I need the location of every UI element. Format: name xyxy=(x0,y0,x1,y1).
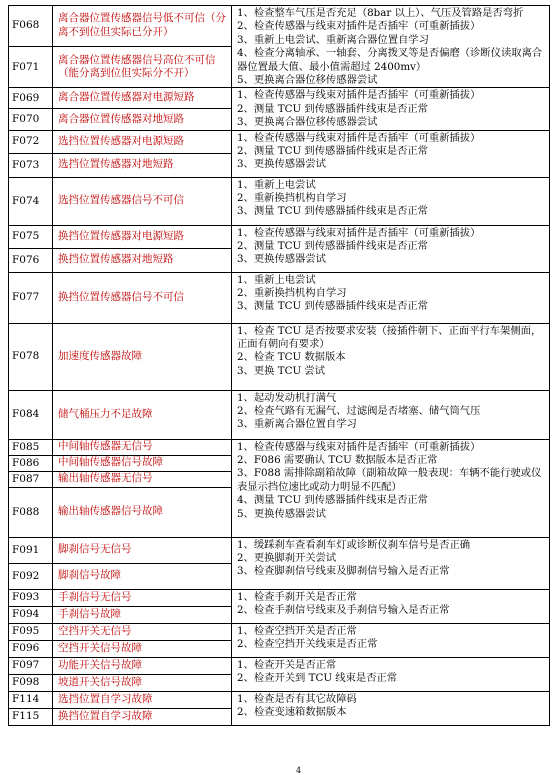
troubleshooting-steps xyxy=(232,177,550,225)
troubleshooting-steps xyxy=(232,657,550,691)
step-item: 4、测量 TCU 到传感器插件线束是否正常 xyxy=(237,494,428,507)
fault-name: 空挡开关无信号 xyxy=(53,623,232,640)
fault-code: F069 xyxy=(9,88,53,109)
troubleshooting-steps xyxy=(232,589,550,623)
fault-row xyxy=(9,390,550,439)
troubleshooting-steps xyxy=(232,390,550,439)
fault-code: F087 xyxy=(9,471,53,487)
troubleshooting-steps xyxy=(232,225,550,272)
fault-code: F070 xyxy=(9,108,53,130)
fault-name: 手刹信号故障 xyxy=(53,606,232,623)
fault-name: 选挡位置传感器信号不可信 xyxy=(53,177,232,225)
step-item: 1、起动发动机打满气 xyxy=(237,391,337,404)
step-item: 3、更换离合器位移传感器尝试 xyxy=(237,116,378,129)
step-item: 1、检查 TCU 是否按要求安装（接插件朝下、正面平行车架侧面，正面有朝向有要求） xyxy=(237,324,542,351)
fault-name: 功能开关信号故障 xyxy=(53,657,232,674)
step-item: 1、检查传感器与线束对插件是否插牢（可重新插拔） xyxy=(237,131,481,144)
step-item: 3、重新上电尝试、重新离合器位置自学习 xyxy=(237,33,429,46)
step-item: 2、检查变速箱数据版本 xyxy=(237,706,347,719)
step-item: 2、重新换挡机构自学习 xyxy=(237,192,347,205)
step-item: 2、检查空挡开关线束是否正常 xyxy=(237,638,378,651)
step-item: 3、测量 TCU 到传感器插件线束是否正常 xyxy=(237,300,428,313)
step-item: 2、检查手刹信号线束及手刹信号输入是否正常 xyxy=(237,604,450,617)
fault-name: 换挡位置传感器对电源短路 xyxy=(53,225,232,248)
fault-code: F076 xyxy=(9,248,53,272)
step-item: 2、F086 需要确认 TCU 数据版本是否正常 xyxy=(237,454,438,467)
fault-row xyxy=(9,88,550,109)
step-item: 2、检查气路有无漏气、过滤阀是否堵塞、储气筒气压 xyxy=(237,405,481,418)
fault-row xyxy=(9,323,550,390)
fault-code: F071 xyxy=(9,46,53,88)
fault-code: F077 xyxy=(9,272,53,323)
fault-row xyxy=(9,623,550,640)
fault-row xyxy=(9,537,550,563)
fault-name: 选挡位置传感器对地短路 xyxy=(53,153,232,177)
fault-name: 储气桶压力不足故障 xyxy=(53,390,232,439)
fault-code: F092 xyxy=(9,563,53,589)
step-item: 5、更换传感器尝试 xyxy=(237,507,326,520)
fault-row xyxy=(9,177,550,225)
fault-code: F084 xyxy=(9,390,53,439)
step-item: 1、检查开关是否正常 xyxy=(237,658,337,671)
step-item: 2、检查开关到 TCU 线束是否正常 xyxy=(237,672,398,685)
troubleshooting-steps xyxy=(232,623,550,657)
fault-code: F093 xyxy=(9,589,53,606)
fault-name: 换挡位置自学习故障 xyxy=(53,708,232,725)
fault-name: 空挡开关信号故障 xyxy=(53,640,232,657)
fault-name: 中间轴传感器信号故障 xyxy=(53,455,232,471)
fault-code: F097 xyxy=(9,657,53,674)
step-item: 1、缓踩刹车查看刹车灯或诊断仪刹车信号是否正确 xyxy=(237,538,471,551)
fault-row xyxy=(9,657,550,674)
step-item: 2、测量 TCU 到传感器插件线束是否正常 xyxy=(237,240,428,253)
step-item: 2、检查 TCU 数据版本 xyxy=(237,351,346,364)
troubleshooting-steps xyxy=(232,691,550,725)
troubleshooting-steps xyxy=(232,537,550,589)
fault-name: 换挡位置传感器对地短路 xyxy=(53,248,232,272)
fault-code: F094 xyxy=(9,606,53,623)
fault-code: F085 xyxy=(9,439,53,455)
step-item: 1、检查空挡开关是否正常 xyxy=(237,624,357,637)
fault-name: 离合器位置传感器信号低不可信（分离不到位但实际已分开） xyxy=(53,6,232,47)
fault-row xyxy=(9,272,550,323)
fault-code: F086 xyxy=(9,455,53,471)
step-item: 2、更换脚刹开关尝试 xyxy=(237,552,337,565)
fault-name: 离合器位置传感器信号高位不可信 （能分离到位但实际分不开） xyxy=(53,46,232,88)
step-item: 3、更换 TCU 尝试 xyxy=(237,364,326,377)
troubleshooting-steps xyxy=(232,130,550,177)
fault-code: F096 xyxy=(9,640,53,657)
fault-row xyxy=(9,691,550,708)
step-item: 2、测量 TCU 到传感器插件线束是否正常 xyxy=(237,145,428,158)
fault-name: 坡道开关信号故障 xyxy=(53,674,232,691)
step-item: 3、F088 需排除副箱故障（副箱故障一般表现：车辆不能行驶或仪表显示挡位速比或动力明显不匹配） xyxy=(237,467,542,493)
fault-code: F068 xyxy=(9,6,53,47)
fault-name: 脚刹信号无信号 xyxy=(53,537,232,563)
fault-name: 加速度传感器故障 xyxy=(53,323,232,390)
step-item: 1、重新上电尝试 xyxy=(237,178,316,191)
fault-name: 手刹信号无信号 xyxy=(53,589,232,606)
fault-name: 离合器位置传感器对电源短路 xyxy=(53,88,232,109)
step-item: 3、检查脚刹信号线束及脚刹信号输入是否正常 xyxy=(237,565,450,578)
step-item: 1、检查传感器与线束对插件是否插牢（可重新插拔） xyxy=(237,226,481,239)
step-item: 3、重新离合器位置自学习 xyxy=(237,418,357,431)
step-item: 3、测量 TCU 到传感器插件线束是否正常 xyxy=(237,205,428,218)
fault-code: F115 xyxy=(9,708,53,725)
step-item: 4、检查分离轴承、一轴套、分离拨叉等是否偏磨（诊断仪读取离合器位置最大值、最小值需超过 2400mv） xyxy=(237,47,543,73)
fault-code: F095 xyxy=(9,623,53,640)
fault-row xyxy=(9,225,550,248)
step-item: 1、重新上电尝试 xyxy=(237,273,316,286)
fault-row xyxy=(9,6,550,47)
step-item: 2、重新换挡机构自学习 xyxy=(237,287,347,300)
page-number: 4 xyxy=(296,766,302,775)
fault-code: F088 xyxy=(9,487,53,537)
fault-name: 选挡位置自学习故障 xyxy=(53,691,232,708)
fault-code: F114 xyxy=(9,691,53,708)
step-item: 1、检查手刹开关是否正常 xyxy=(237,590,357,603)
step-item: 1、检查传感器与线束对插件是否插牢（可重新插拔） xyxy=(237,440,481,453)
fault-row xyxy=(9,130,550,153)
troubleshooting-steps xyxy=(232,272,550,323)
step-item: 1、检查传感器与线束对插件是否插牢（可重新插拔） xyxy=(237,89,481,102)
fault-name: 输出轴传感器无信号 xyxy=(53,471,232,487)
fault-name: 选挡位置传感器对电源短路 xyxy=(53,130,232,153)
fault-name: 离合器位置传感器对地短路 xyxy=(53,108,232,130)
troubleshooting-steps xyxy=(232,323,550,390)
step-item: 3、更换传感器尝试 xyxy=(237,158,326,171)
fault-code: F078 xyxy=(9,323,53,390)
fault-code: F073 xyxy=(9,153,53,177)
fault-name: 换挡位置传感器信号不可信 xyxy=(53,272,232,323)
step-item: 3、更换传感器尝试 xyxy=(237,253,326,266)
fault-code: F098 xyxy=(9,674,53,691)
troubleshooting-steps xyxy=(232,6,550,88)
fault-code: F075 xyxy=(9,225,53,248)
troubleshooting-steps xyxy=(232,88,550,130)
fault-row xyxy=(9,589,550,606)
troubleshooting-steps xyxy=(232,439,550,537)
step-item: 1、检查整车气压是否充足（8bar 以上）、气压及管路是否弯折 xyxy=(237,7,524,19)
step-item: 2、检查传感器与线束对插件是否插牢（可重新插拔） xyxy=(237,20,481,33)
fault-name: 输出轴传感器信号故障 xyxy=(53,487,232,537)
step-item: 5、更换离合器位移传感器尝试 xyxy=(237,74,378,87)
fault-code-table xyxy=(8,5,550,726)
fault-row xyxy=(9,439,550,455)
fault-code: F072 xyxy=(9,130,53,153)
fault-code: F091 xyxy=(9,537,53,563)
step-item: 2、测量 TCU 到传感器插件线束是否正常 xyxy=(237,102,428,115)
step-item: 1、检查是否有其它故障码 xyxy=(237,692,357,705)
fault-name: 中间轴传感器无信号 xyxy=(53,439,232,455)
fault-code: F074 xyxy=(9,177,53,225)
fault-name: 脚刹信号故障 xyxy=(53,563,232,589)
